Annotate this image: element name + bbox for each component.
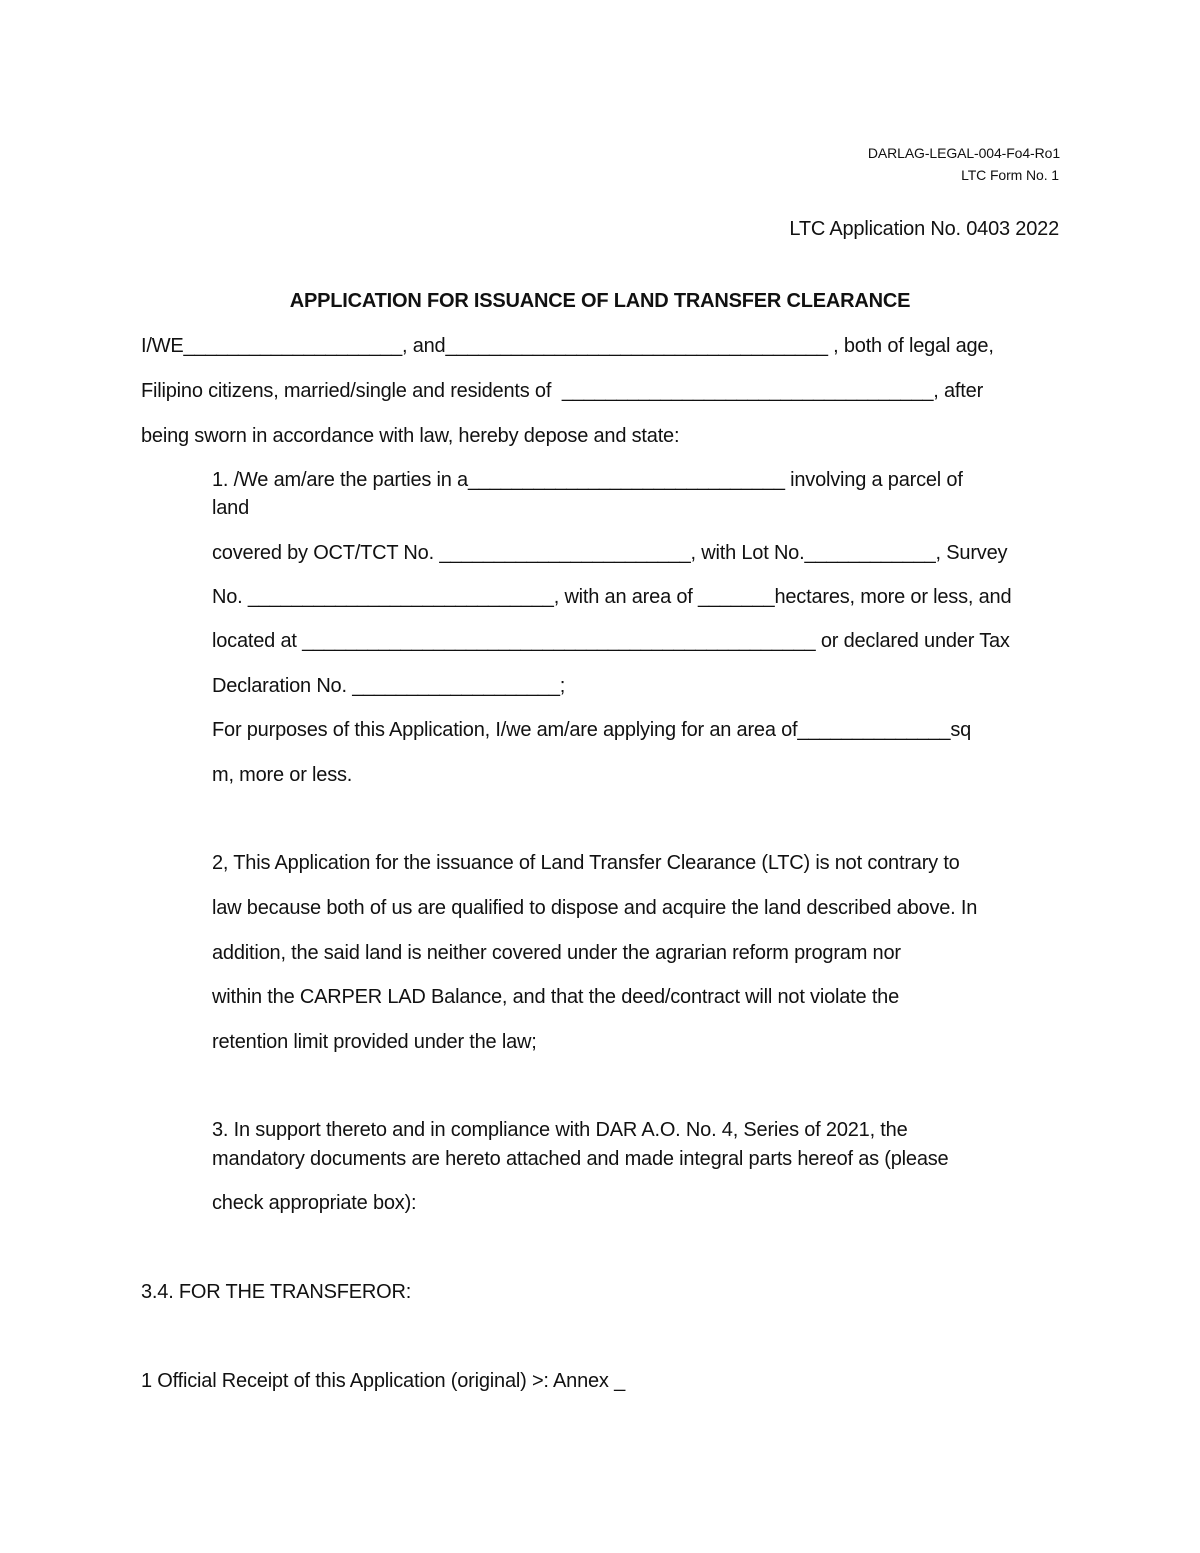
item3-line: 3. In support thereto and in compliance with DAR A.O. No. 4, Series of 2021, the	[212, 1119, 908, 1141]
form-code: DARLAG-LEGAL-004-Fo4-Ro1	[867, 145, 1060, 161]
item2-line: within the CARPER LAD Balance, and that the deed/contract will not violate the	[212, 986, 900, 1008]
item1-line: 1. /We am/are the parties in a_____________________________ involving a parcel of	[212, 469, 963, 491]
item3-line: check appropriate box):	[212, 1192, 417, 1214]
form-number: LTC Form No. 1	[961, 167, 1059, 183]
section-heading: 3.4. FOR THE TRANSFEROR:	[141, 1281, 412, 1303]
document-title: APPLICATION FOR ISSUANCE OF LAND TRANSFER CLEARANCE	[289, 290, 911, 312]
item1-line: For purposes of this Application, I/we am/are applying for an area of______________sq	[212, 719, 972, 741]
intro-line: I/WE____________________, and___________________________________ , both of legal age,	[141, 335, 994, 357]
item1-line: No. ____________________________, with an area of _______hectares, more or less, and	[212, 586, 1012, 608]
requirement-item: 1 Official Receipt of this Application (original) >: Annex _	[141, 1370, 626, 1392]
item2-line: retention limit provided under the law;	[212, 1031, 537, 1053]
item1-line: Declaration No. ___________________;	[212, 675, 566, 697]
application-number: LTC Application No. 0403 2022	[789, 218, 1059, 240]
item1-line: covered by OCT/TCT No. _______________________, with Lot No.____________, Survey	[212, 542, 1008, 564]
item2-line: law because both of us are qualified to dispose and acquire the land described above. In	[212, 897, 978, 919]
item1-line: land	[212, 497, 250, 519]
intro-line: Filipino citizens, married/single and residents of __________________________________, after	[141, 380, 984, 402]
item2-line: 2, This Application for the issuance of Land Transfer Clearance (LTC) is not contrary to	[212, 852, 960, 874]
intro-line: being sworn in accordance with law, hereby depose and state:	[141, 425, 680, 447]
item3-line: mandatory documents are hereto attached and made integral parts hereof as (please	[212, 1148, 949, 1170]
item1-line: m, more or less.	[212, 764, 353, 786]
item2-line: addition, the said land is neither covered under the agrarian reform program nor	[212, 942, 901, 964]
item1-line: located at _______________________________________________ or declared under Tax	[212, 630, 1010, 652]
